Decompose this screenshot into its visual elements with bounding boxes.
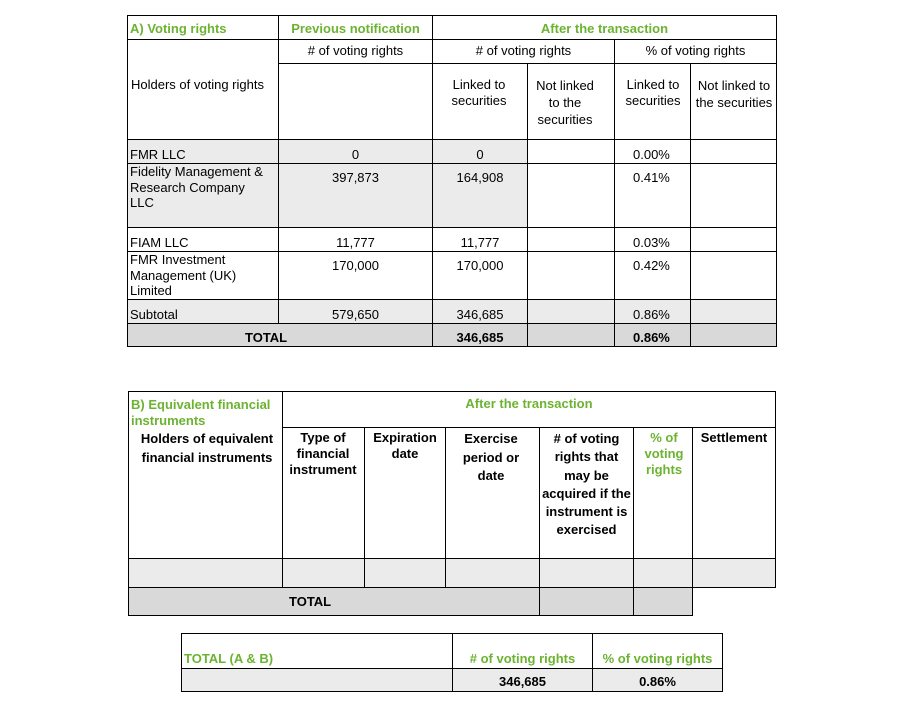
prev-value: 579,650	[332, 307, 379, 322]
prev-value: 11,777	[336, 235, 375, 250]
total-ab-pct-value: 0.86%	[639, 674, 676, 689]
total-ab-title: TOTAL (A & B)	[184, 651, 274, 666]
total-ab-num-value: 346,685	[499, 674, 546, 689]
linked-value: 11,777	[460, 235, 500, 250]
after-pct-voting-rights-header: % of voting rights	[645, 43, 746, 58]
prev-num-voting-rights-header: # of voting rights	[307, 43, 404, 58]
linked-value: 0	[476, 147, 484, 162]
holder-name: Subtotal	[130, 307, 178, 322]
after-num-voting-rights-header: # of voting rights	[475, 43, 572, 58]
previous-notification-header: Previous notification	[291, 21, 420, 36]
table-a-title: A) Voting rights	[130, 21, 227, 36]
settlement-header: Settlement	[700, 430, 768, 445]
type-instrument-header: Type of financial instrument	[289, 430, 357, 477]
prev-value: 397,873	[332, 170, 379, 185]
pct-not-linked-header: Not linked to the securities	[695, 78, 773, 110]
pct-linked-value: 0.03%	[633, 235, 670, 250]
pct-linked-value: 0.42%	[633, 258, 670, 273]
table-b-total-label: TOTAL	[289, 594, 332, 609]
holders-of-voting-rights-label: Holders of voting rights	[131, 77, 264, 92]
pct-linked-value: 0.86%	[633, 307, 670, 322]
expiration-date-header: Expiration date	[373, 430, 437, 461]
table-b-title: B) Equivalent financial instruments	[131, 397, 271, 428]
pct-linked-value: 0.41%	[633, 170, 670, 185]
after-transaction-header: After the transaction	[540, 21, 669, 36]
prev-value: 170,000	[332, 258, 379, 273]
total-pct-value: 0.86%	[633, 330, 670, 345]
total-label: TOTAL	[245, 330, 288, 345]
linked-value: 170,000	[456, 258, 504, 273]
total-linked-value: 346,685	[456, 330, 504, 345]
exercise-period-header: Exercise period or date	[462, 431, 520, 483]
pct-linked-value: 0.00%	[633, 147, 670, 162]
total-ab-pct-header: % of voting rights	[602, 651, 713, 666]
table-b-after-header: After the transaction	[465, 396, 593, 411]
pct-linked-to-securities-header: Linked to securities	[625, 77, 681, 108]
linked-to-securities-header: Linked to securities	[451, 77, 507, 108]
total-ab-num-header: # of voting rights	[469, 651, 576, 666]
holder-name: Fidelity Management & Research Company LLC	[130, 164, 263, 210]
prev-value: 0	[351, 147, 360, 162]
num-voting-rights-acquired-header: # of voting rights that may be acquired if the instrument is exercised	[542, 431, 631, 538]
holder-name: FMR LLC	[130, 147, 186, 162]
not-linked-header: Not linked to the securities	[536, 78, 594, 127]
linked-value: 164,908	[456, 170, 504, 185]
holder-name: FMR Investment Management (UK) Limited	[130, 252, 237, 298]
holder-name: FIAM LLC	[130, 235, 189, 250]
pct-voting-rights-header: % of voting rights	[644, 430, 684, 477]
holders-equivalent-header: Holders of equivalent financial instruments	[140, 431, 274, 465]
linked-value: 346,685	[456, 307, 504, 322]
